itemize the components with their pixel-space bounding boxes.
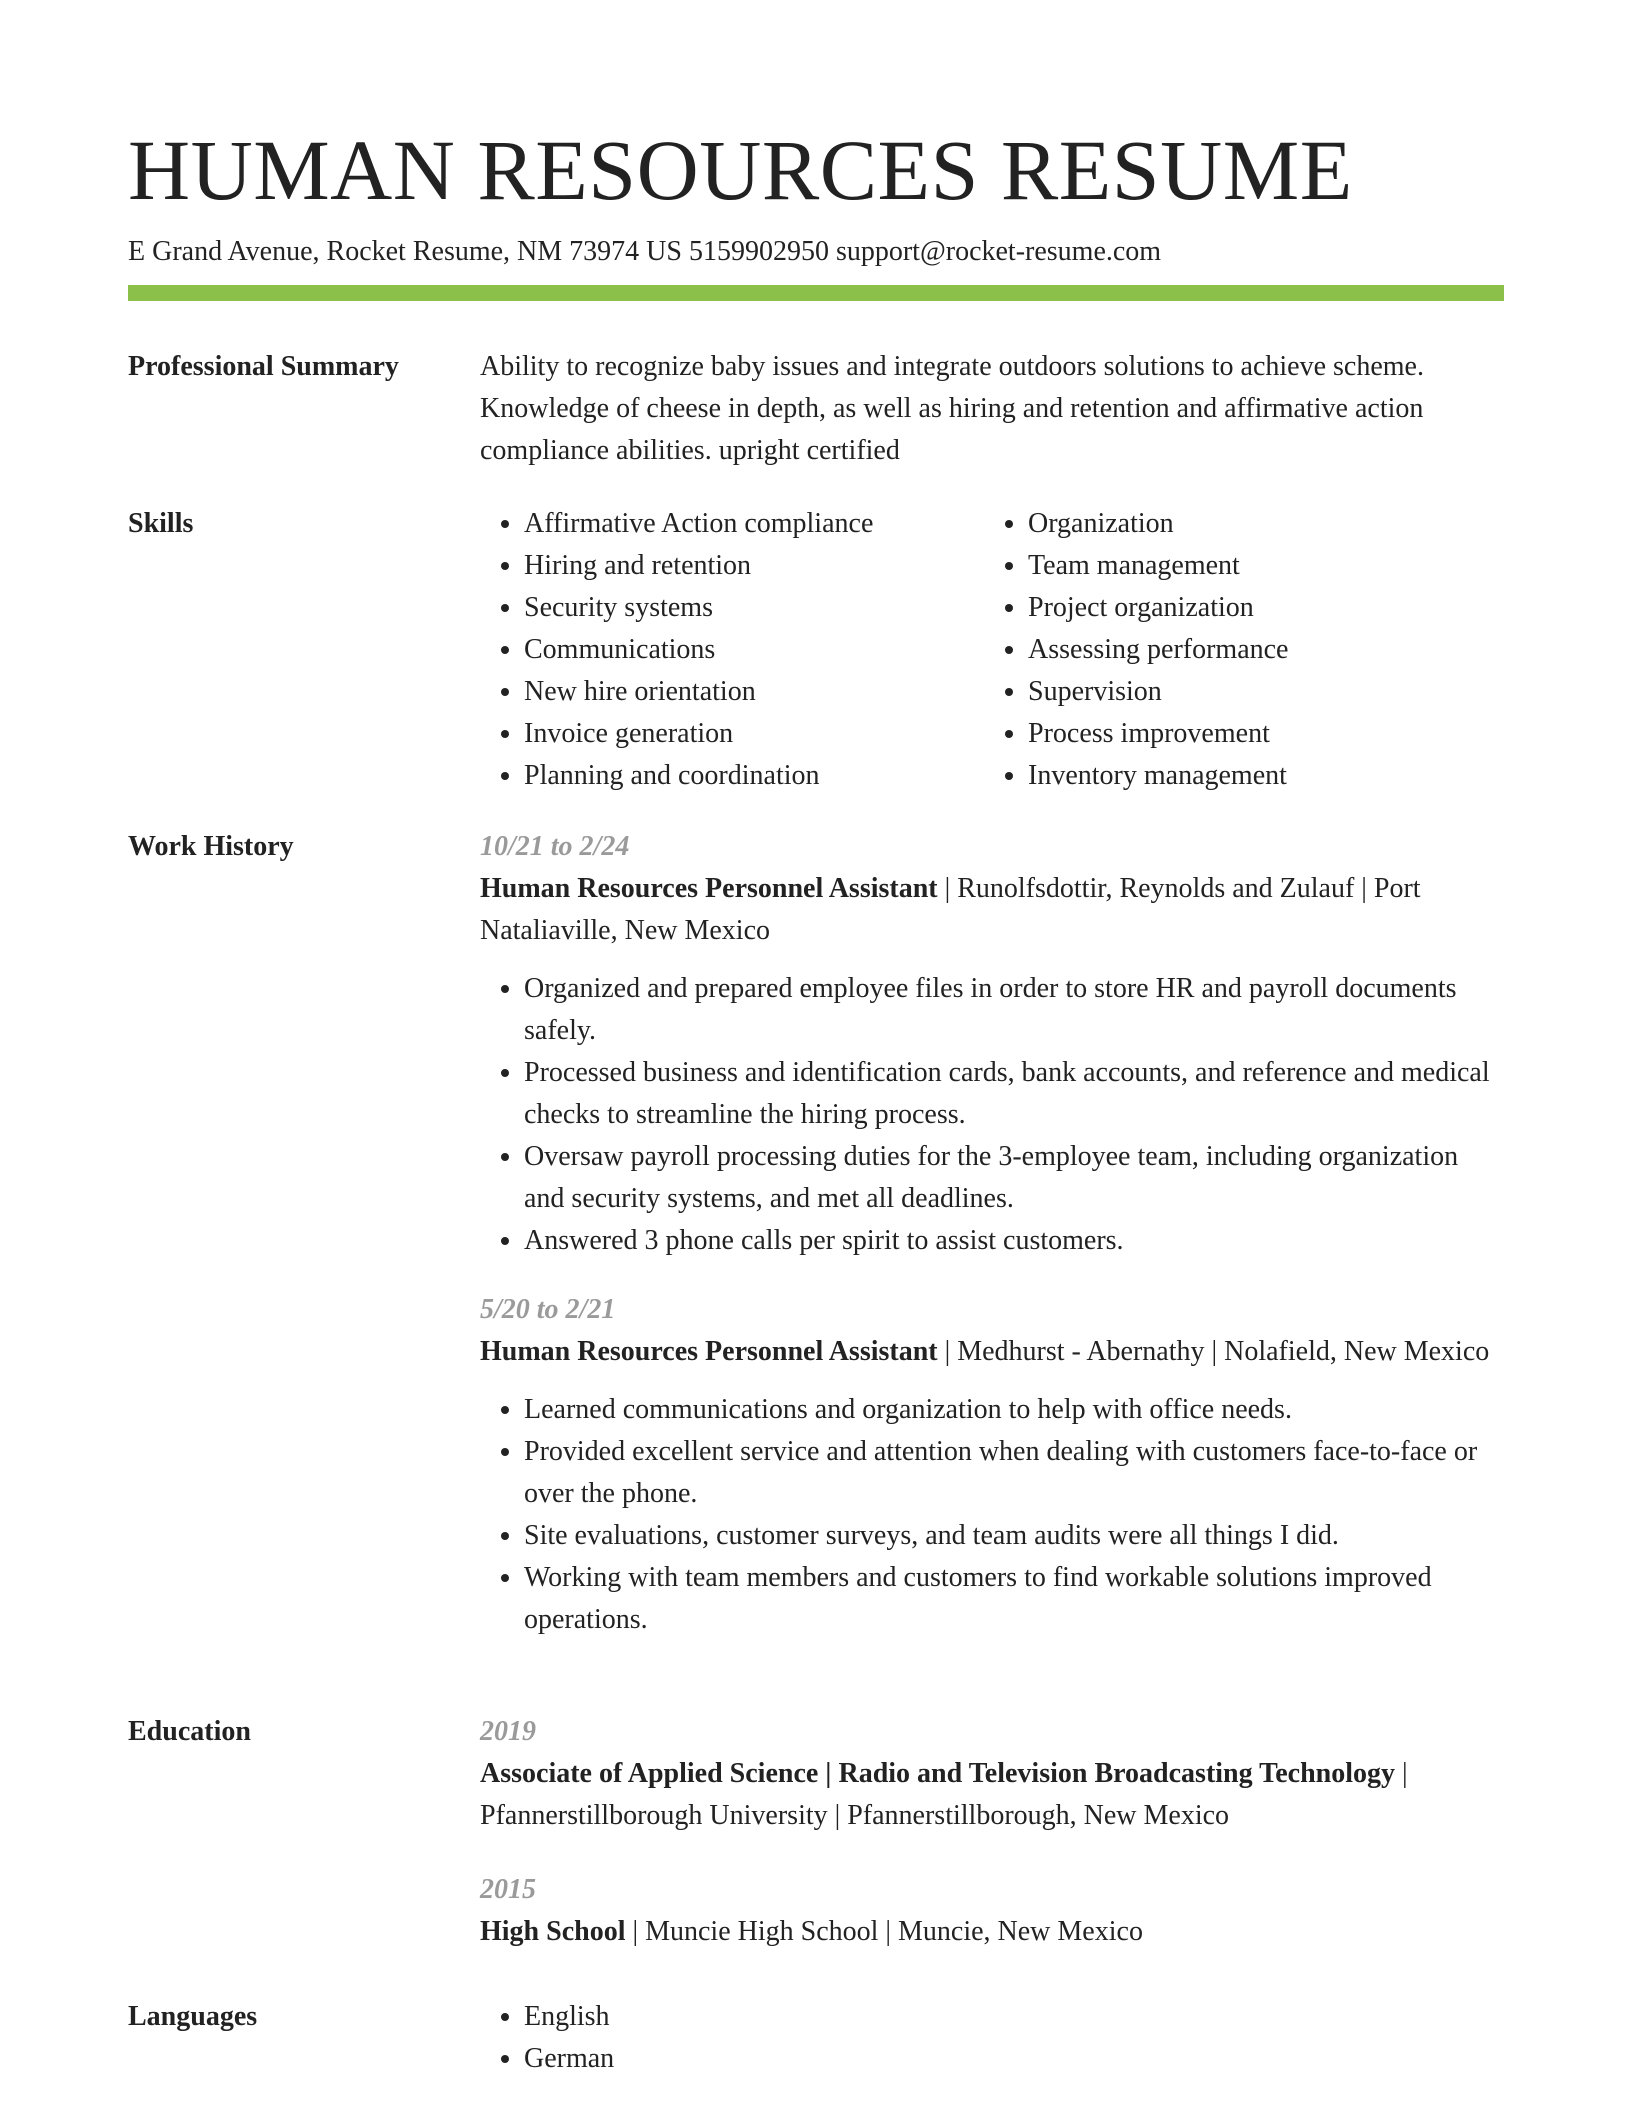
job-heading <box>480 868 1504 952</box>
skill-item: • Team management <box>1028 545 1528 587</box>
summary-text: Ability to recognize baby issues and integrate outdoors solutions to achieve scheme. Knowledge of cheese in depth, as well as hiring and retention and affirmative action compliance abilities. upright certified <box>480 351 1424 466</box>
resume-title: HUMAN RESOURCES RESUME <box>128 122 1353 218</box>
job-bullet: • Provided excellent service and attention when dealing with customers face-to-face or over the phone. <box>524 1431 1504 1515</box>
job-role: Human Resources Personnel Assistant <box>480 873 938 904</box>
skill-item: • Invoice generation <box>524 713 1024 755</box>
section-title-summary: Professional Summary <box>128 351 399 382</box>
job-bullets <box>480 968 1504 1262</box>
skills-list-left <box>480 503 1024 797</box>
skill-item: • New hire orientation <box>524 671 1024 713</box>
education-year: 2015 <box>480 1874 536 1905</box>
skill-item: • Process improvement <box>1028 713 1528 755</box>
job-employer-location: | Medhurst - Abernathy | Nolafield, New Mexico <box>937 1336 1490 1367</box>
education-heading <box>480 1753 1504 1837</box>
job-employer-location: | Runolfsdottir, Reynolds and Zulauf | Port Nataliaville, New Mexico <box>480 873 1421 946</box>
skill-item: • Supervision <box>1028 671 1528 713</box>
job-bullet: • Organized and prepared employee files in order to store HR and payroll documents safely. <box>524 968 1504 1052</box>
education-year: 2019 <box>480 1716 536 1747</box>
education-school: | Muncie High School | Muncie, New Mexico <box>625 1916 1143 1947</box>
job-heading <box>480 1331 1504 1373</box>
education-school: | Pfannerstillborough University | Pfannerstillborough, New Mexico <box>480 1758 1408 1831</box>
job-entry <box>480 1289 1504 1641</box>
education-degree: Associate of Applied Science | Radio and Television Broadcasting Technology <box>480 1758 1396 1789</box>
skill-item: • Planning and coordination <box>524 755 1024 797</box>
job-bullet: • Site evaluations, customer surveys, and team audits were all things I did. <box>524 1515 1504 1557</box>
skill-item: • Inventory management <box>1028 755 1528 797</box>
skill-item: • Security systems <box>524 587 1024 629</box>
skill-item: • Project organization <box>1028 587 1528 629</box>
skill-item: • Hiring and retention <box>524 545 1024 587</box>
education-entry <box>480 1711 1504 1837</box>
accent-divider <box>128 285 1504 301</box>
job-bullet: • Answered 3 phone calls per spirit to assist customers. <box>524 1220 1504 1262</box>
education-entry <box>480 1869 1504 1953</box>
education-degree: High School <box>480 1916 626 1947</box>
skill-item: • Affirmative Action compliance <box>524 503 1024 545</box>
language-item: • German <box>524 2038 1504 2080</box>
job-dates: 5/20 to 2/21 <box>480 1294 616 1325</box>
education-heading <box>480 1911 1504 1953</box>
contact-line: E Grand Avenue, Rocket Resume, NM 73974 US 5159902950 support@rocket-resume.com <box>128 236 1162 267</box>
languages-list <box>480 1996 1504 2080</box>
skills-list-right <box>984 503 1528 797</box>
job-role: Human Resources Personnel Assistant <box>480 1336 938 1367</box>
job-bullet: • Learned communications and organization to help with office needs. <box>524 1389 1504 1431</box>
section-title-work: Work History <box>128 831 294 862</box>
job-bullet: • Working with team members and customers to find workable solutions improved operations. <box>524 1557 1504 1641</box>
job-bullet: • Processed business and identification cards, bank accounts, and reference and medical checks to streamline the hiring process. <box>524 1052 1504 1136</box>
section-title-education: Education <box>128 1716 251 1747</box>
skill-item: • Communications <box>524 629 1024 671</box>
section-title-skills: Skills <box>128 508 194 539</box>
language-item: • English <box>524 1996 1504 2038</box>
skill-item: • Organization <box>1028 503 1528 545</box>
job-entry <box>480 826 1504 1262</box>
job-bullets <box>480 1389 1504 1641</box>
job-bullet: • Oversaw payroll processing duties for the 3-employee team, including organization and security systems, and met all deadlines. <box>524 1136 1504 1220</box>
section-title-languages: Languages <box>128 2001 258 2032</box>
skill-item: • Assessing performance <box>1028 629 1528 671</box>
job-dates: 10/21 to 2/24 <box>480 831 630 862</box>
